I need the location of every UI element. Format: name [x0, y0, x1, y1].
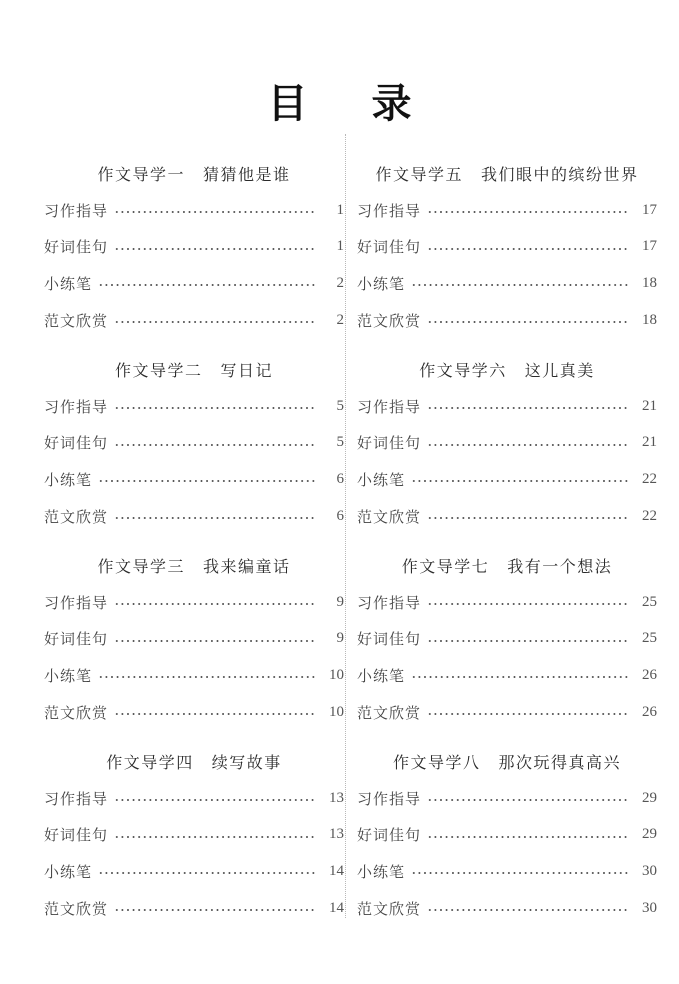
entry-label: 好词佳句	[44, 826, 109, 845]
entry-label: 习作指导	[357, 397, 422, 416]
toc-entry[interactable]	[44, 584, 344, 621]
dot-leader	[427, 248, 629, 250]
toc-section	[357, 746, 657, 942]
page-number: 13	[329, 789, 344, 806]
entry-label: 范文欣赏	[357, 311, 422, 330]
toc-section	[44, 746, 344, 942]
dot-leader	[427, 444, 629, 446]
section-unit: 作文导学一	[97, 165, 185, 184]
section-title	[357, 550, 657, 584]
entry-label: 习作指导	[44, 593, 109, 612]
dot-leader	[114, 836, 316, 838]
page-number: 6	[336, 470, 344, 487]
section-topic: 我有一个想法	[507, 557, 613, 576]
toc-entry[interactable]	[357, 229, 657, 266]
title-char: 目	[267, 80, 308, 127]
toc-section	[357, 354, 657, 550]
toc-entry[interactable]	[44, 388, 344, 425]
toc-entry[interactable]	[44, 461, 344, 498]
entry-label: 范文欣赏	[44, 311, 109, 330]
title-char: 录	[371, 80, 412, 127]
toc-entry[interactable]	[357, 461, 657, 498]
page-number: 22	[642, 507, 657, 524]
entry-label: 好词佳句	[44, 434, 109, 453]
entry-label: 小练笔	[357, 470, 406, 489]
toc-entry[interactable]	[357, 817, 657, 854]
dot-leader	[427, 517, 629, 519]
page-number: 29	[642, 826, 657, 843]
toc-section	[44, 550, 344, 746]
entry-label: 范文欣赏	[357, 703, 422, 722]
section-title	[44, 550, 344, 584]
dot-leader	[427, 640, 629, 642]
toc-section	[44, 354, 344, 550]
entry-label: 范文欣赏	[357, 899, 422, 918]
entry-label: 好词佳句	[357, 434, 422, 453]
toc-entry[interactable]	[357, 388, 657, 425]
section-unit: 作文导学二	[114, 361, 203, 380]
entry-label: 习作指导	[44, 789, 109, 808]
dot-leader	[411, 872, 629, 874]
entry-label: 习作指导	[44, 397, 109, 416]
section-unit: 作文导学四	[106, 753, 194, 772]
entry-label: 小练笔	[357, 862, 406, 881]
dot-leader	[98, 676, 316, 678]
dot-leader	[114, 211, 316, 213]
entry-label: 好词佳句	[44, 630, 109, 649]
dot-leader	[427, 407, 629, 409]
dot-leader	[114, 321, 316, 323]
page-number: 21	[642, 434, 657, 451]
page-number: 14	[329, 899, 344, 916]
page-number: 14	[329, 862, 344, 879]
page-number: 29	[642, 789, 657, 806]
section-title	[357, 746, 657, 780]
toc-entry[interactable]	[44, 780, 344, 817]
entry-label: 好词佳句	[357, 238, 422, 257]
entry-label: 习作指导	[357, 593, 422, 612]
page-number: 26	[642, 703, 657, 720]
toc-entry[interactable]	[44, 192, 344, 229]
page-number: 1	[336, 238, 344, 255]
entry-label: 小练笔	[44, 470, 93, 489]
toc-entry[interactable]	[44, 621, 344, 658]
entry-label: 小练笔	[357, 274, 406, 293]
toc-entry[interactable]	[357, 584, 657, 621]
section-title	[44, 158, 344, 192]
page-number: 10	[329, 703, 344, 720]
dot-leader	[427, 799, 629, 801]
page-number: 25	[642, 593, 657, 610]
dot-leader	[114, 603, 316, 605]
entry-label: 好词佳句	[357, 826, 422, 845]
toc-entry[interactable]	[44, 265, 344, 302]
entry-label: 小练笔	[357, 666, 406, 685]
toc-entry[interactable]	[357, 621, 657, 658]
dot-leader	[427, 713, 629, 715]
page-number: 30	[642, 899, 657, 916]
entry-label: 范文欣赏	[44, 899, 109, 918]
toc-entry[interactable]	[44, 694, 344, 731]
toc-entry[interactable]	[357, 425, 657, 462]
dot-leader	[114, 444, 316, 446]
page-number: 9	[336, 593, 344, 610]
toc-entry[interactable]	[44, 229, 344, 266]
toc-entry[interactable]	[44, 657, 344, 694]
entry-label: 习作指导	[44, 201, 109, 220]
section-title	[44, 354, 344, 388]
page-number: 17	[642, 238, 657, 255]
toc-right-column	[357, 158, 657, 942]
dot-leader	[98, 872, 316, 874]
toc-section	[357, 158, 657, 354]
toc-entry[interactable]	[44, 498, 344, 535]
section-topic: 写日记	[220, 361, 274, 380]
dot-leader	[98, 284, 316, 286]
toc-entry[interactable]	[44, 817, 344, 854]
toc-entry[interactable]	[44, 425, 344, 462]
toc-entry[interactable]	[357, 780, 657, 817]
entry-label: 范文欣赏	[44, 507, 109, 526]
toc-section	[357, 550, 657, 746]
dot-leader	[114, 248, 316, 250]
toc-entry[interactable]	[44, 302, 344, 339]
toc-entry[interactable]	[44, 890, 344, 927]
dot-leader	[427, 909, 629, 911]
dot-leader	[427, 211, 629, 213]
section-topic: 那次玩得真高兴	[498, 753, 622, 772]
section-unit: 作文导学三	[97, 557, 185, 576]
section-unit: 作文导学七	[401, 557, 490, 576]
section-topic: 这儿真美	[524, 361, 595, 380]
dot-leader	[427, 321, 629, 323]
page-number: 6	[336, 507, 344, 524]
page-number: 5	[336, 434, 344, 451]
section-unit: 作文导学五	[375, 165, 463, 184]
entry-label: 好词佳句	[357, 630, 422, 649]
toc-entry[interactable]	[357, 302, 657, 339]
toc-entry[interactable]	[357, 657, 657, 694]
toc-left-column	[44, 158, 344, 942]
section-title	[357, 354, 657, 388]
dot-leader	[114, 799, 316, 801]
page-number: 17	[642, 201, 657, 218]
dot-leader	[114, 407, 316, 409]
toc-entry[interactable]	[357, 853, 657, 890]
toc-entry[interactable]	[357, 890, 657, 927]
section-title	[357, 158, 657, 192]
entry-label: 小练笔	[44, 862, 93, 881]
entry-label: 习作指导	[357, 201, 422, 220]
section-title	[44, 746, 344, 780]
page-number: 30	[642, 862, 657, 879]
entry-label: 范文欣赏	[44, 703, 109, 722]
page-number: 2	[336, 311, 344, 328]
dot-leader	[411, 480, 629, 482]
page-number: 22	[642, 470, 657, 487]
toc-entry[interactable]	[357, 265, 657, 302]
dot-leader	[427, 603, 629, 605]
page-number: 25	[642, 630, 657, 647]
dot-leader	[114, 713, 316, 715]
entry-label: 习作指导	[357, 789, 422, 808]
page-number: 5	[336, 397, 344, 414]
toc-entry[interactable]	[357, 694, 657, 731]
section-topic: 我来编童话	[203, 557, 291, 576]
section-topic: 猜猜他是谁	[203, 165, 291, 184]
toc-entry[interactable]	[357, 192, 657, 229]
page-number: 9	[336, 630, 344, 647]
entry-label: 小练笔	[44, 666, 93, 685]
toc-entry[interactable]	[357, 498, 657, 535]
dot-leader	[411, 284, 629, 286]
entry-label: 好词佳句	[44, 238, 109, 257]
section-topic: 我们眼中的缤纷世界	[481, 165, 639, 184]
entry-label: 范文欣赏	[357, 507, 422, 526]
page-number: 2	[336, 274, 344, 291]
page-number: 1	[336, 201, 344, 218]
entry-label: 小练笔	[44, 274, 93, 293]
page-number: 18	[642, 274, 657, 291]
column-divider	[345, 134, 346, 918]
dot-leader	[114, 640, 316, 642]
page-number: 26	[642, 666, 657, 683]
toc-entry[interactable]	[44, 853, 344, 890]
page-number: 21	[642, 397, 657, 414]
dot-leader	[411, 676, 629, 678]
page-title	[0, 72, 679, 129]
page-number: 10	[329, 666, 344, 683]
page-number: 13	[329, 826, 344, 843]
dot-leader	[114, 909, 316, 911]
dot-leader	[114, 517, 316, 519]
toc-section	[44, 158, 344, 354]
dot-leader	[427, 836, 629, 838]
page-number: 18	[642, 311, 657, 328]
section-unit: 作文导学六	[419, 361, 507, 380]
section-unit: 作文导学八	[392, 753, 481, 772]
section-topic: 续写故事	[211, 753, 282, 772]
dot-leader	[98, 480, 316, 482]
